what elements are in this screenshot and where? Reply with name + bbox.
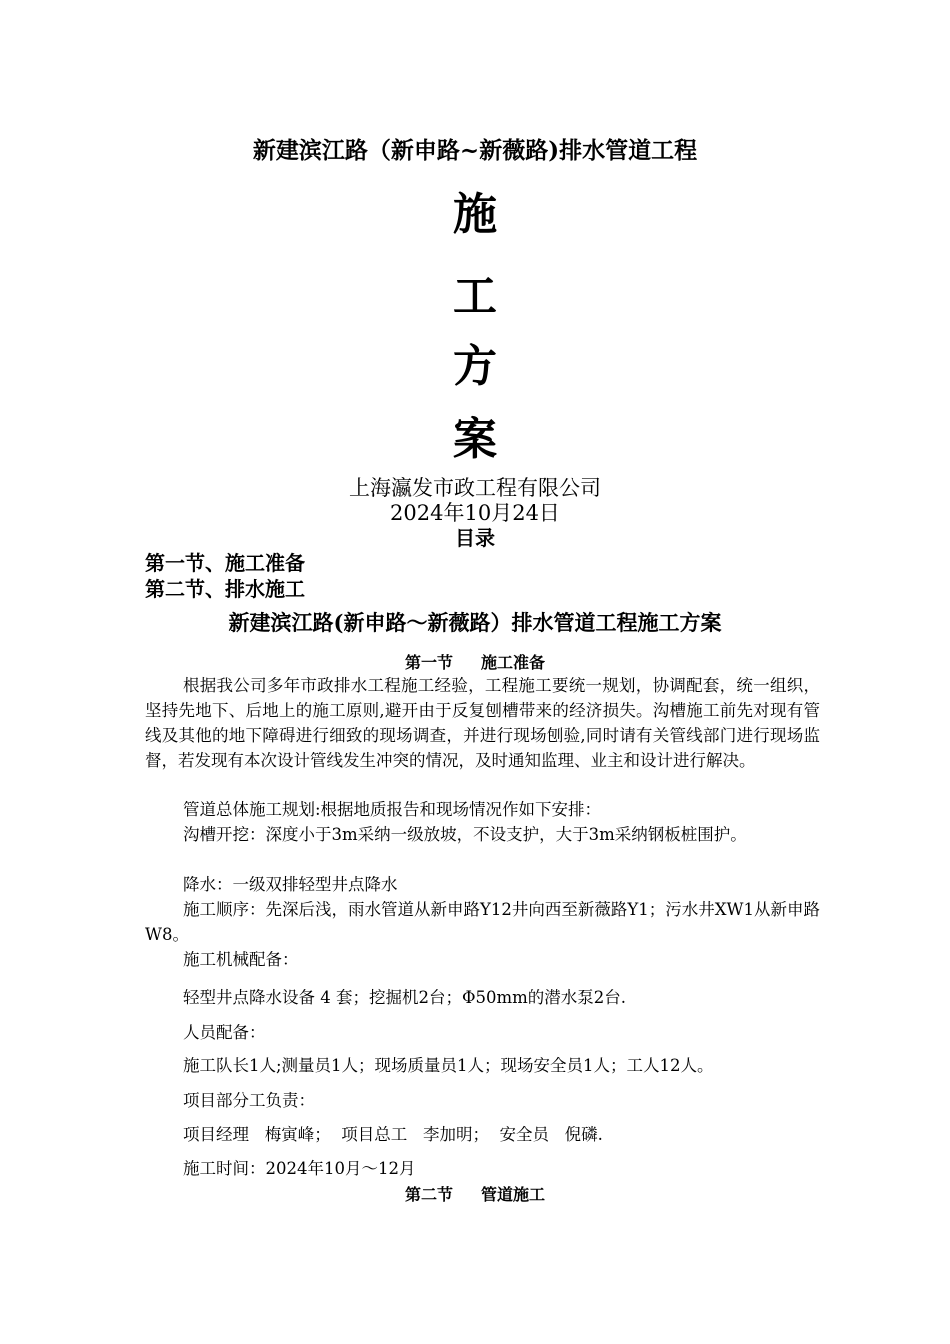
section-heading-1 <box>0 650 950 673</box>
section-1-paragraph-2: 管道总体施工规划:根据地质报告和现场情况作如下安排： <box>183 800 602 819</box>
responsibility-line: 项目经理 梅寅峰； 项目总工 李加明； 安全员 倪磷. <box>183 1125 603 1144</box>
section-1-name: 施工准备 <box>481 653 546 672</box>
equipment-line: 轻型井点降水设备 4 套；挖掘机2台；Φ50mm的潜水泵2台. <box>183 988 627 1007</box>
toc-title: 目录 <box>455 526 495 550</box>
section-2-name: 管道施工 <box>481 1185 546 1204</box>
section-1-paragraph-5: 施工顺序：先深后浅，雨水管道从新申路Y12井向西至新薇路Y1；污水井XW1从新申路W8。 <box>145 900 820 944</box>
cover-big-char-1: 施 <box>453 189 497 240</box>
section-2-number: 第二节 <box>404 1185 453 1204</box>
construction-time: 施工时间：2024年10月～12月 <box>183 1159 416 1178</box>
section-1-paragraph-6: 施工机械配备： <box>183 950 299 969</box>
cover-big-char-3: 方 <box>453 341 497 392</box>
company-name: 上海瀛发市政工程有限公司 <box>349 476 601 500</box>
toc-item-2: 第二节、排水施工 <box>145 577 305 601</box>
cover-date: 2024年10月24日 <box>390 501 560 525</box>
cover-big-char-4: 案 <box>453 414 497 465</box>
staff-heading: 人员配备： <box>183 1023 266 1042</box>
cover-title: 新建滨江路（新申路~新薇路)排水管道工程 <box>252 137 698 164</box>
staff-line: 施工队长1人;测量员1人；现场质量员1人；现场安全员1人；工人12人。 <box>183 1056 714 1075</box>
main-title: 新建滨江路(新申路～新薇路）排水管道工程施工方案 <box>228 610 722 635</box>
responsibility-heading: 项目部分工负责： <box>183 1091 315 1110</box>
section-1-number: 第一节 <box>404 653 453 672</box>
section-1-paragraph-3: 沟槽开挖：深度小于3m采纳一级放坡，不设支护，大于3m采纳钢板桩围护。 <box>183 825 747 844</box>
section-heading-2 <box>0 1182 950 1205</box>
section-1-paragraph-4: 降水：一级双排轻型井点降水 <box>183 875 398 894</box>
section-1-paragraph-1: 根据我公司多年市政排水工程施工经验，工程施工要统一规划，协调配套，统一组织，坚持先地下、后地上的施工原则,避开由于反复刨槽带来的经济损失。沟槽施工前先对现有管线及其他的地下障碍进行细致的现场调查，并进行现场刨验,同时请有关管线部门进行现场监督，若发现有本次设计管线发生冲突的情况，及时通知监理、业主和设计进行解决。 <box>145 676 820 770</box>
cover-big-char-2: 工 <box>453 271 497 322</box>
toc-item-1: 第一节、施工准备 <box>145 551 305 575</box>
